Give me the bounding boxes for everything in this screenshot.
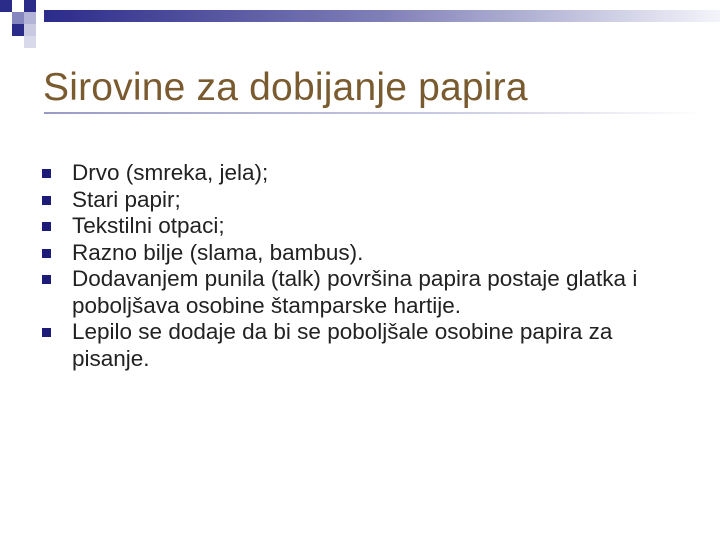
corner-decoration [0,0,720,48]
square-bullet-icon [42,222,51,231]
deco-square [12,24,24,36]
bullet-list [42,160,682,372]
bullet-item [42,319,682,372]
square-bullet-icon [42,169,51,178]
bullet-item [42,187,682,214]
square-bullet-icon [42,196,51,205]
deco-square [0,0,12,12]
bullet-text: Stari papir; [72,186,181,212]
slide-title: Sirovine za dobijanje papira [43,66,528,109]
deco-square [24,0,36,12]
square-bullet-icon [42,275,51,284]
header-band [44,10,720,22]
title-underline [44,112,704,114]
bullet-text: Dodavanjem punila (talk) površina papira postaje glatka i poboljšava osobine štamparske hartije. [72,266,638,318]
bullet-text: Drvo (smreka, jela); [72,160,269,185]
deco-square [24,24,36,36]
square-bullet-icon [42,328,51,337]
bullet-text: Lepilo se dodaje da bi se poboljšale osobine papira za pisanje. [72,319,613,371]
bullet-text: Razno bilje (slama, bambus). [72,239,364,265]
square-bullet-icon [42,249,51,258]
deco-square [12,12,24,24]
deco-square [24,12,36,24]
bullet-item [42,213,682,240]
bullet-item [42,240,682,267]
bullet-text: Tekstilni otpaci; [72,213,225,238]
bullet-item [42,266,682,319]
bullet-item [42,160,682,187]
deco-square [24,36,36,48]
